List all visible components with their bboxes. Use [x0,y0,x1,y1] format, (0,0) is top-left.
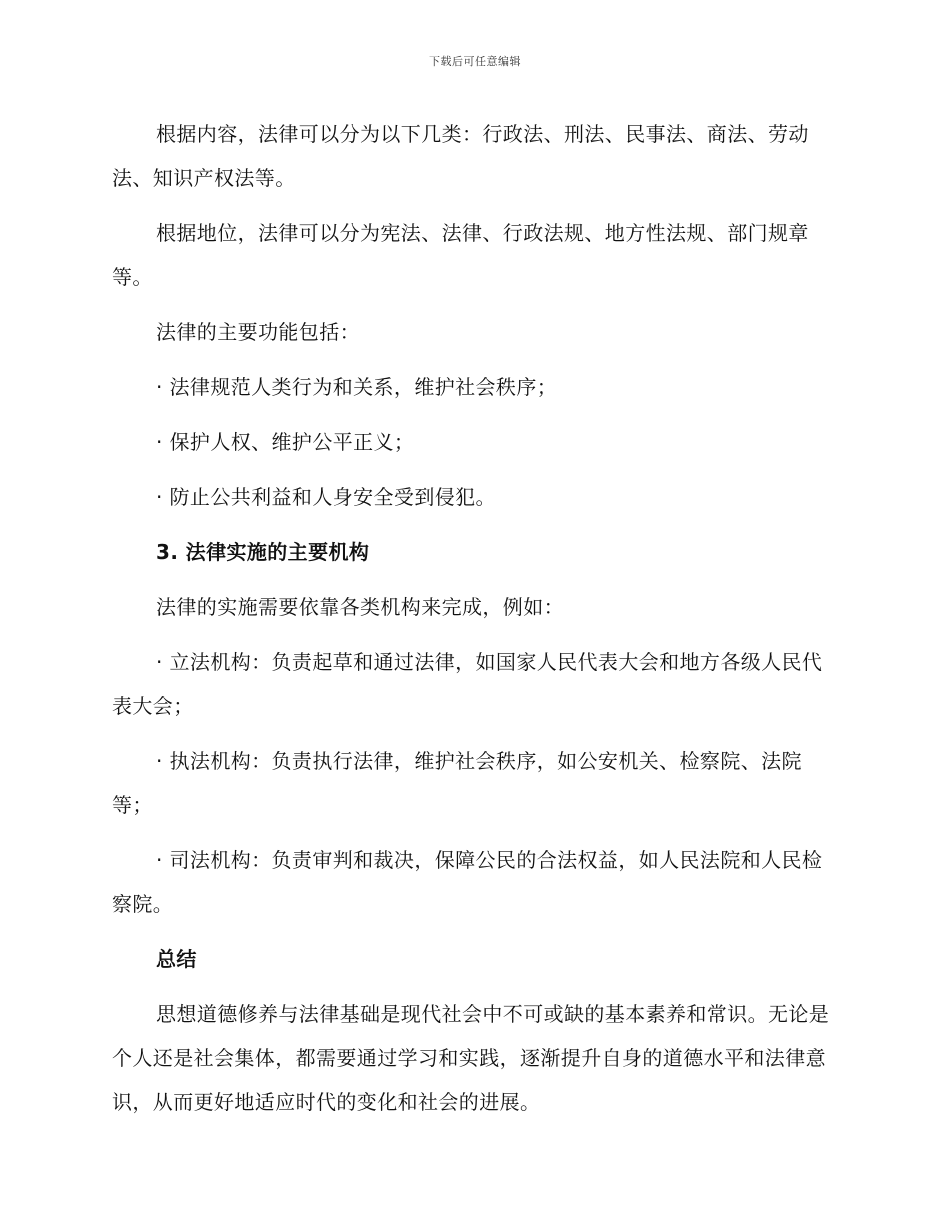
paragraph-law-by-status: 根据地位，法律可以分为宪法、法律、行政法规、地方性法规、部门规章等。 [112,221,809,289]
page-header: 下载后可任意编辑 [429,55,521,68]
summary-heading: 总结 [156,947,197,971]
function-item: · 防止公共利益和人身安全受到侵犯。 [156,485,496,509]
institution-item: · 立法机构：负责起草和通过法律，如国家人民代表大会和地方各级人民代表大会； [112,650,823,718]
institution-item: · 执法机构：负责执行法律，维护社会秩序，如公安机关、检察院、法院等； [112,749,802,817]
paragraph-institutions-intro: 法律的实施需要依靠各类机构来完成，例如： [156,595,564,619]
paragraph-law-by-content: 根据内容，法律可以分为以下几类：行政法、刑法、民事法、商法、劳动法、知识产权法等。 [112,122,809,190]
section-heading: 3. 法律实施的主要机构 [156,540,370,564]
institution-item: · 司法机构：负责审判和裁决，保障公民的合法权益，如人民法院和人民检察院。 [112,848,823,916]
function-item: · 法律规范人类行为和关系，维护社会秩序； [156,375,558,399]
paragraph-functions-intro: 法律的主要功能包括： [156,320,360,344]
document-body [112,112,834,1124]
paragraph-summary: 思想道德修养与法律基础是现代社会中不可或缺的基本素养和常识。无论是个人还是社会集体，都需要通过学习和实践，逐渐提升自身的道德水平和法律意识，从而更好地适应时代的变化和社会的进展。 [112,1002,830,1114]
function-item: · 保护人权、维护公平正义； [156,430,415,454]
